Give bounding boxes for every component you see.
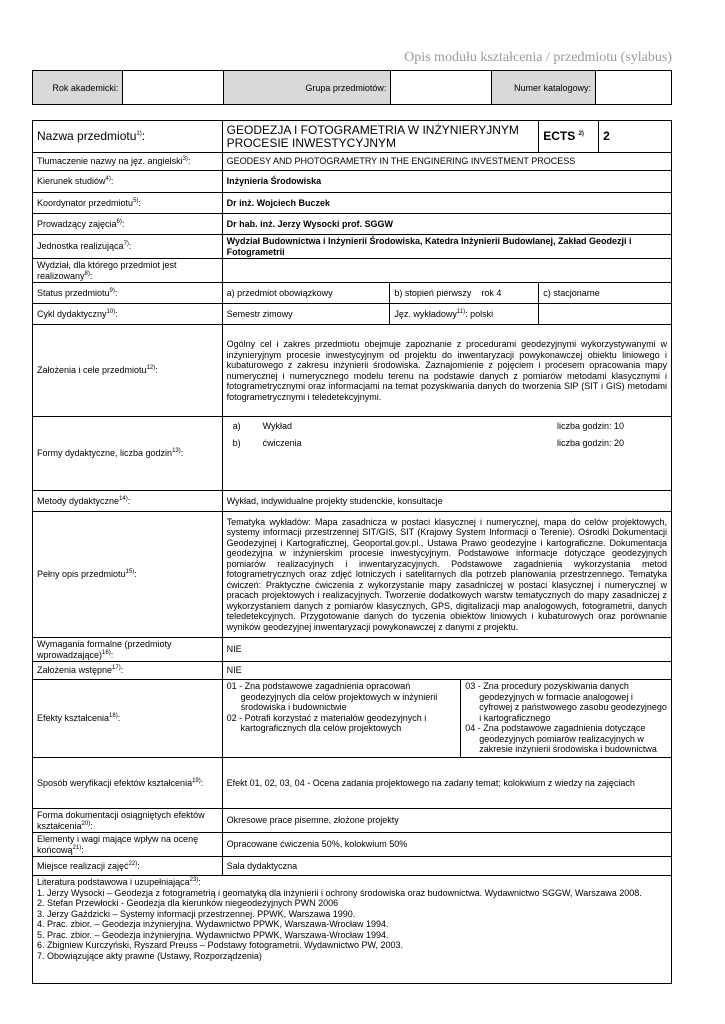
miejsce-value: Sala dydaktyczna bbox=[222, 857, 671, 876]
forma-dok-value: Okresowe prace pisemne, złożone projekty bbox=[222, 809, 671, 833]
syllabus-table bbox=[32, 120, 672, 984]
efekty-right bbox=[461, 680, 672, 758]
literatura-item: 6. Zbigniew Kurczyński, Ryszard Preuss – Podstawy fotogrametrii. Wydawnictwo PW, 2003. bbox=[37, 940, 404, 950]
literatura-item: 3. Jerzy Gaździcki – Systemy informacji przestrzennej. PPWK, Warszawa 1990. bbox=[37, 908, 356, 919]
numer-label: Numer katalogowy: bbox=[492, 71, 596, 105]
rok-value bbox=[123, 71, 224, 105]
jednostka-label: Jednostka realizująca$^{7)}$: bbox=[33, 235, 223, 259]
prowadzacy-value: Dr hab. inż. Jerzy Wysocki prof. SGGW bbox=[222, 214, 671, 235]
cykl-empty bbox=[539, 304, 672, 325]
opis-label: Pełny opis przedmiotu$^{15)}$: bbox=[33, 512, 223, 638]
metody-value: Wykład, indywidualne projekty studenckie, konsultacje bbox=[222, 491, 671, 512]
wstepne-value: NIE bbox=[222, 662, 671, 680]
ects-label: ECTS $^{2)}$ bbox=[539, 121, 599, 153]
kierunek-value: Inżynieria Środowiska bbox=[222, 171, 671, 193]
grupa-value bbox=[391, 71, 492, 105]
wymagania-value: NIE bbox=[222, 638, 671, 662]
prowadzacy-label: Prowadzący zajęcia$^{6)}$: bbox=[33, 214, 223, 235]
literatura bbox=[33, 876, 672, 984]
elementy-label: Elementy i wagi mające wpływ na ocenę końcową$^{21)}$: bbox=[33, 833, 223, 857]
status-a: a) przedmiot obowiązkowy bbox=[222, 283, 390, 304]
wydzial-label: Wydział, dla którego przedmiot jest realizowany$^{8)}$: bbox=[33, 259, 223, 283]
cykl-value: Semestr zimowy bbox=[222, 304, 390, 325]
efekt-item: 02 - Potrafi korzystać z materiałów geodezyjnych i kartograficznych dla celów projektowych bbox=[226, 712, 427, 733]
metody-label: Metody dydaktyczne$^{14)}$: bbox=[33, 491, 223, 512]
grupa-label: Grupa przedmiotów: bbox=[224, 71, 391, 105]
status-b: b) stopień pierwszy rok 4 bbox=[390, 283, 539, 304]
wstepne-label: Założenia wstępne$^{17)}$: bbox=[33, 662, 223, 680]
literatura-item: 5. Prac. zbior. – Geodezja inżynieryjna. Wydawnictwo PPWK, Warszawa-Wrocław 1994. bbox=[37, 929, 389, 940]
status-c: c) stacjonarne bbox=[539, 283, 672, 304]
tlumaczenie-label: Tłumaczenie nazwy na jęz. angielski$^{3)}$: bbox=[33, 153, 223, 171]
formy-list bbox=[222, 417, 671, 491]
wydzial-value bbox=[222, 259, 671, 283]
nazwa-label: Nazwa przedmiotu$^{1)}$: bbox=[33, 121, 223, 153]
weryfikacja-value: Efekt 01, 02, 03, 04 - Ocena zadania projektowego na zadany temat; kolokwium z wiedzy na zajęciach bbox=[222, 758, 671, 809]
tlumaczenie-value: GEODESY AND PHOTOGRAMETRY IN THE ENGINERING INVESTMENT PROCESS bbox=[222, 153, 671, 171]
forma-item: a) Wykład liczba godzin: 10 bbox=[232, 421, 625, 431]
catalog-bar bbox=[32, 70, 672, 105]
literatura-item: 1. Jerzy Wysocki – Geodezja z fotogrametrią i geomatyką dla inżynierii i ochrony środowiska oraz budownictwa. Wydawnictwo SGGW, Warszawa 2008. bbox=[37, 887, 642, 898]
zalozenia-label: Założenia i cele przedmiotu$^{12)}$: bbox=[33, 325, 223, 417]
elementy-value: Opracowane ćwiczenia 50%, kolokwium 50% bbox=[222, 833, 671, 857]
literatura-item: 2. Stefan Przewłocki - Geodezja dla kierunków niegeodezyjnych PWN 2006 bbox=[37, 898, 339, 908]
document-title: Opis modułu kształcenia / przedmiotu (sylabus) bbox=[404, 50, 672, 65]
numer-value bbox=[596, 71, 672, 105]
efekt-item: 04 - Zna podstawowe zagadnienia dotyczące geodezyjnych pomiarów realizacyjnych w zakresie inżynierii środowiska i budownictwa bbox=[465, 723, 657, 754]
formy-label: Formy dydaktyczne, liczba godzin$^{13)}$: bbox=[33, 417, 223, 491]
forma-dok-label: Forma dokumentacji osiągniętych efektów kształcenia$^{20)}$: bbox=[33, 809, 223, 833]
rok-label: Rok akademicki: bbox=[33, 71, 123, 105]
efekt-item: 01 - Zna podstawowe zagadnienia opracowań geodezyjnych dla celów projektowych w inżynierii środowiska i budownictwie bbox=[226, 681, 438, 712]
koordynator-value: Dr inż. Wojciech Buczek bbox=[222, 193, 671, 214]
koordynator-label: Koordynator przedmiotu$^{5)}$: bbox=[33, 193, 223, 214]
wymagania-label: Wymagania formalne (przedmioty wprowadzające)$^{16)}$: bbox=[33, 638, 223, 662]
zalozenia-value: Ogólny cel i zakres przedmiotu obejmuje zapoznanie z procedurami geodezyjnymi wykorzystywanymi w inżynieryjnym procesie inwestycyjnym od projektu do inwentaryzacji powykonawczej obiektu liniowego i kubaturowego z zakresu inżynierii środowiska. Zaznajomienie z pojęciem i procesem opracowania mapy numerycznej i numerycznego modelu terenu na podstawie danych z pomiarów metodami klasycznymi i fotogrametrycznymi oraz informacjami na temat pozyskiwania danych do tworzenia SIP (SIT i GIS) metodami fotogrametrycznymi i teledetekcyjnymi. bbox=[222, 325, 671, 417]
forma-item: b) ćwiczenia liczba godzin: 20 bbox=[232, 437, 625, 448]
nazwa-value: GEODEZJA I FOTOGRAMETRIA W INŻYNIERYJNYM PROCESIE INWESTYCYJNYM bbox=[222, 121, 539, 153]
cykl-label: Cykl dydaktyczny$^{10)}$: bbox=[33, 304, 223, 325]
literatura-item: 4. Prac. zbior. – Geodezja inżynieryjna. Wydawnictwo PPWK, Warszawa-Wrocław 1994. bbox=[37, 919, 389, 929]
status-label: Status przedmiotu$^{9)}$: bbox=[33, 283, 223, 304]
efekty-left bbox=[222, 680, 461, 758]
efekty-label: Efekty kształcenia$^{18)}$: bbox=[33, 680, 223, 758]
kierunek-label: Kierunek studiów$^{4)}$: bbox=[33, 171, 223, 193]
efekt-item: 03 - Zna procedury pozyskiwania danych geodezyjnych w formacie analogowej i cyfrowej z państwowego zasobu geodezyjnego i kartograficznego bbox=[465, 681, 667, 723]
jednostka-value: Wydział Budownictwa i Inżynierii Środowiska, Katedra Inżynierii Budowlanej, Zakład Geodezji i Fotogrametrii bbox=[222, 235, 671, 259]
literatura-item: 7. Obowiązujące akty prawne (Ustawy, Rozporządzenia) bbox=[37, 950, 262, 961]
opis-value: Tematyka wykładów: Mapa zasadnicza w postaci klasycznej i numerycznej, mapa do celów projektowych, systemy informacji przestrzennej SIT/GIS, SIT (Krajowy System Informacji o Terenie). Ośrodki Dokumentacji Geodezyjnej i Kartograficznej, Geoportal.gov.pl., Ustawa Prawo geodezyjne i kartograficzne. Dokumentacja geodezyjna w inżynierskim procesie inwestycyjnym. Podstawowe informacje dotyczące geodezyjnych pomiarów realizacyjnych i inwentaryzacyjnych. Podstawowe zagadnienia wykorzystania metod fotogrametrycznych oraz zdjęć lotniczych i satelitarnych dla potrzeb planowania przestrzennego. Tematyka ćwiczeń: Praktyczne ćwiczenia z wykorzystanie mapy zasadniczej w postaci klasycznej i numerycznej w pracach projektowych i realizacyjnych. Tworzenie dodatkowych warstw tematycznych do mapy zasadniczej z wykorzystaniem danych z pomiarów klasycznych, GPS, digitalizacji map analogowych, fotogrametrii, danych teledetekcyjnych. Przygotowanie danych do tyczenia obiektów liniowych i kubaturowych oraz porównanie wyników geodezyjnej inwentaryzacji powykonawczej z danymi z projektu. bbox=[222, 512, 671, 638]
weryfikacja-label: Sposób weryfikacji efektów kształcenia$^{19)}$: bbox=[33, 758, 223, 809]
miejsce-label: Miejsce realizacji zajęć$^{22)}$: bbox=[33, 857, 223, 876]
jezyk-value: Jęz. wykładowy$^{11)}$: polski bbox=[390, 304, 539, 325]
literatura-label: Literatura podstawowa i uzupełniająca$^{23)}$: bbox=[37, 877, 201, 887]
ects-value: 2 bbox=[599, 121, 672, 153]
